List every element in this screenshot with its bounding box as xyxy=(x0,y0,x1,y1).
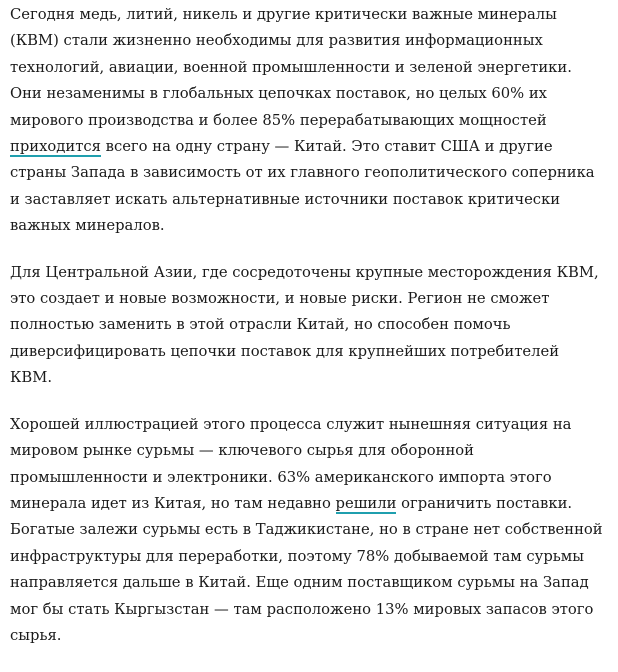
paragraph-3 xyxy=(10,412,610,650)
text-line: мировом рынке сурьмы — ключевого сырья для оборонной xyxy=(10,442,475,460)
text-line: диверсифицировать цепочки поставок для крупнейших потребителей xyxy=(10,342,560,360)
text-line: полностью заменить в этой отрасли Китай, но способен помочь xyxy=(10,316,511,334)
text-line: Они незаменимы в глобальных цепочках поставок, но целых 60% их xyxy=(10,85,547,103)
text-line: направляется дальше в Китай. Еще одним поставщиком сурьмы на Запад xyxy=(10,574,589,592)
text-fragment: минерала идет из Китая, но там недавно xyxy=(10,494,336,512)
text-line: Богатые залежи сурьмы есть в Таджикистане, но в стране нет собственной xyxy=(10,521,603,539)
text-line: технологий, авиации, военной промышленности и зеленой энергетики. xyxy=(10,58,572,76)
text-line: важных минералов. xyxy=(10,217,165,235)
text-line: сырья. xyxy=(10,626,62,644)
text-line-with-link xyxy=(10,134,610,160)
text-line: Хорошей иллюстрацией этого процесса служит нынешняя ситуация на xyxy=(10,415,572,433)
text-fragment: всего на одну страну — Китай. Это ставит США и другие xyxy=(100,138,553,156)
text-line: инфраструктуры для переработки, поэтому 78% добываемой там сурьмы xyxy=(10,547,585,565)
text-line: мог бы стать Кыргызстан — там расположено 13% мировых запасов этого xyxy=(10,600,594,618)
text-line: промышленности и электроники. 63% американского импорта этого xyxy=(10,468,552,486)
text-line: Сегодня медь, литий, никель и другие критически важные минералы xyxy=(10,6,557,23)
text-line: (КВМ) стали жизненно необходимы для развития информационных xyxy=(10,32,543,50)
paragraph-1 xyxy=(10,2,610,240)
text-fragment: ограничить поставки. xyxy=(396,494,573,512)
text-line: Для Центральной Азии, где сосредоточены крупные месторождения КВМ, xyxy=(10,263,599,281)
link-prihoditsya[interactable]: приходится xyxy=(10,138,101,156)
text-line: страны Запада в зависимость от их главного геополитического соперника xyxy=(10,164,595,182)
text-line-with-link xyxy=(10,491,610,517)
article-body xyxy=(10,2,610,669)
text-line: это создает и новые возможности, и новые риски. Регион не сможет xyxy=(10,290,550,308)
paragraph-2 xyxy=(10,260,610,392)
text-line: КВМ. xyxy=(10,369,53,387)
link-reshili[interactable]: решили xyxy=(335,494,397,512)
text-line: мирового производства и более 85% перерабатывающих мощностей xyxy=(10,111,547,129)
text-line: и заставляет искать альтернативные источники поставок критически xyxy=(10,190,561,208)
